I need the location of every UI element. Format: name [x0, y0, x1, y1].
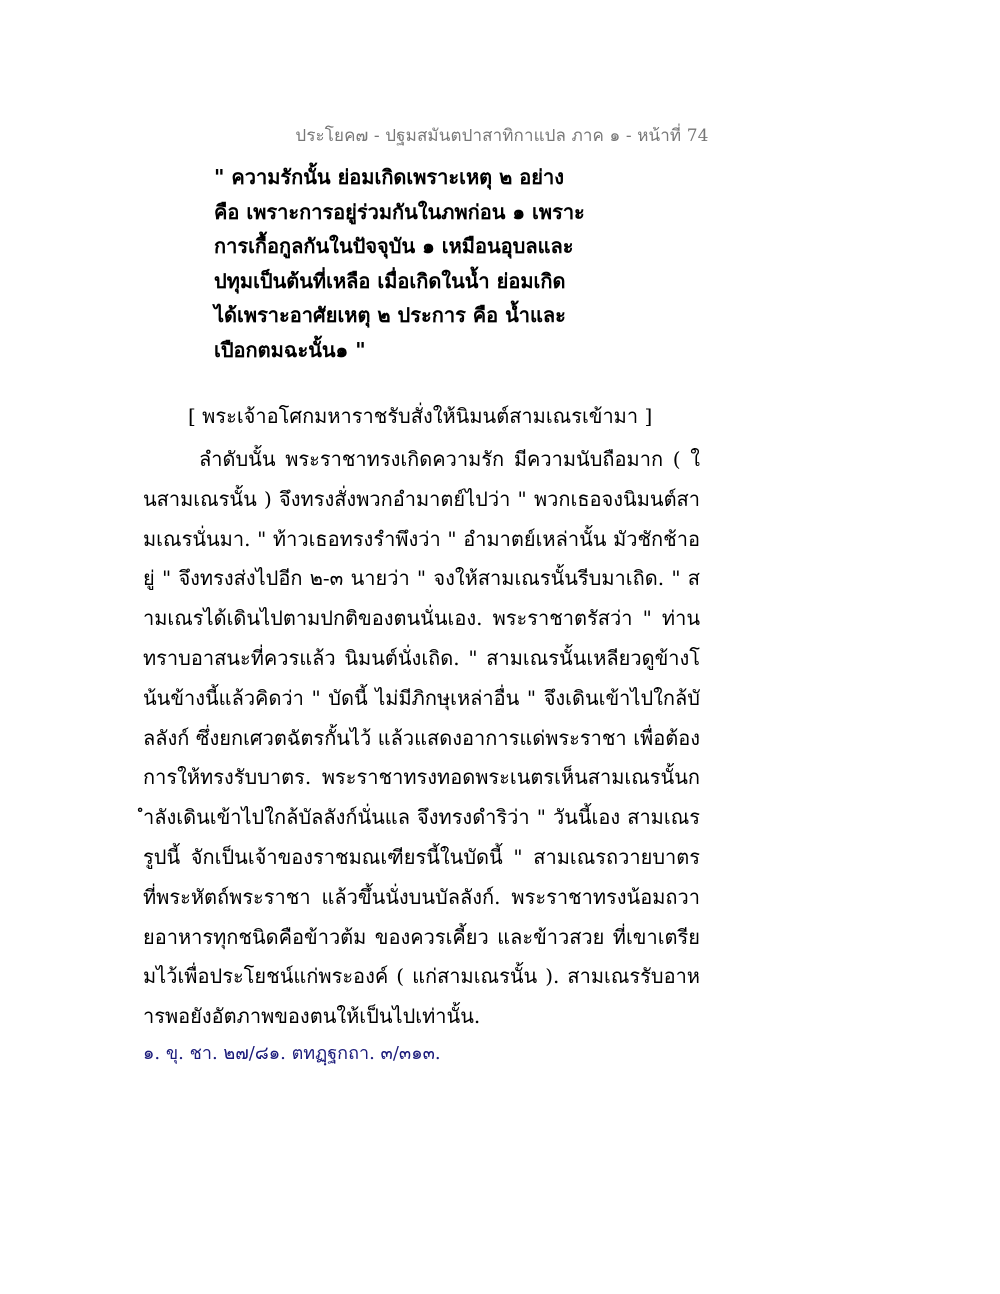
verse-line: " ความรักนั้น ย่อมเกิดเพราะเหตุ ๒ อย่าง [214, 165, 564, 189]
verse-line: ได้เพราะอาศัยเหตุ ๒ ประการ คือ น้ำและ [214, 303, 566, 327]
verse-line: ปทุมเป็นต้นที่เหลือ เมื่อเกิดในน้ำ ย่อมเกิด [214, 268, 566, 293]
verse-line: การเกื้อกูลกันในปัจจุบัน ๑ เหมือนอุบลและ [214, 234, 574, 258]
verse-line: คือ เพราะการอยู่ร่วมกันในภพก่อน ๑ เพราะ [214, 199, 585, 224]
footnote: ๑. ขุ. ชา. ๒๗/๘๑. ตทฏฺฐกถา. ๓/๓๑๓. [143, 1043, 441, 1064]
verse-line: เปือกตมฉะนั้น๑ " [214, 337, 366, 362]
section-title: [ พระเจ้าอโศกมหาราชรับสั่งให้นิมนต์สามเณรเข้ามา ] [188, 404, 653, 428]
body-paragraph: ลำดับนั้น พระราชาทรงเกิดความรัก มีความนับถือมาก ( ในสามเณรนั้น ) จึงทรงสั่งพวกอำมาตย์ไปว่า " พวกเธอจงนิมนต์สามเณรนั่นมา. " ท้าวเธอทรงรำพึงว่า " อำมาตย์เหล่านั้น มัวชักช้าอยู่ " จึงทรงส่งไปอีก ๒-๓ นายว่า " จงให้สามเณรนั้นรีบมาเถิด. " สามเณรได้เดินไปตามปกติของตนนั่นเอง. พระราชาตรัสว่า " ท่านทราบอาสนะที่ควรแล้ว นิมนต์นั่งเถิด. " สามเณรนั้นเหลียวดูข้างโน้นข้างนี้แล้วคิดว่า " บัดนี้ ไม่มีภิกษุเหล่าอื่น " จึงเดินเข้าไปใกล้บัลลังก์ ซึ่งยกเศวตฉัตรกั้นไว้ แล้วแสดงอาการแด่พระราชา เพื่อต้องการให้ทรงรับบาตร. พระราชาทรงทอดพระเนตรเห็นสามเณรนั้นกำลังเดินเข้าไปใกล้บัลลังก์นั่นแล จึงทรงดำริว่า " วันนี้เอง สามเณรรูปนี้ จักเป็นเจ้าของราชมณเฑียรนี้ในบัดนี้ " สามเณรถวายบาตรที่พระหัตถ์พระราชา แล้วขึ้นนั่งบนบัลลังก์. พระราชาทรงน้อมถวายอาหารทุกชนิดคือข้าวต้ม ของควรเคี้ยว และข้าวสวย ที่เขาเตรียมไว้เพื่อประโยชน์แก่พระองค์ ( แก่สามเณรนั้น ). สามเณรรับอาหารพอยังอัตภาพของตนให้เป็นไปเท่านั้น. [143, 447, 700, 1029]
verse-block [214, 160, 714, 367]
page-header: ประโยค๗ - ปฐมสมันตปาสาทิกาแปล ภาค ๑ - หน้าที่ 74 [295, 126, 709, 146]
